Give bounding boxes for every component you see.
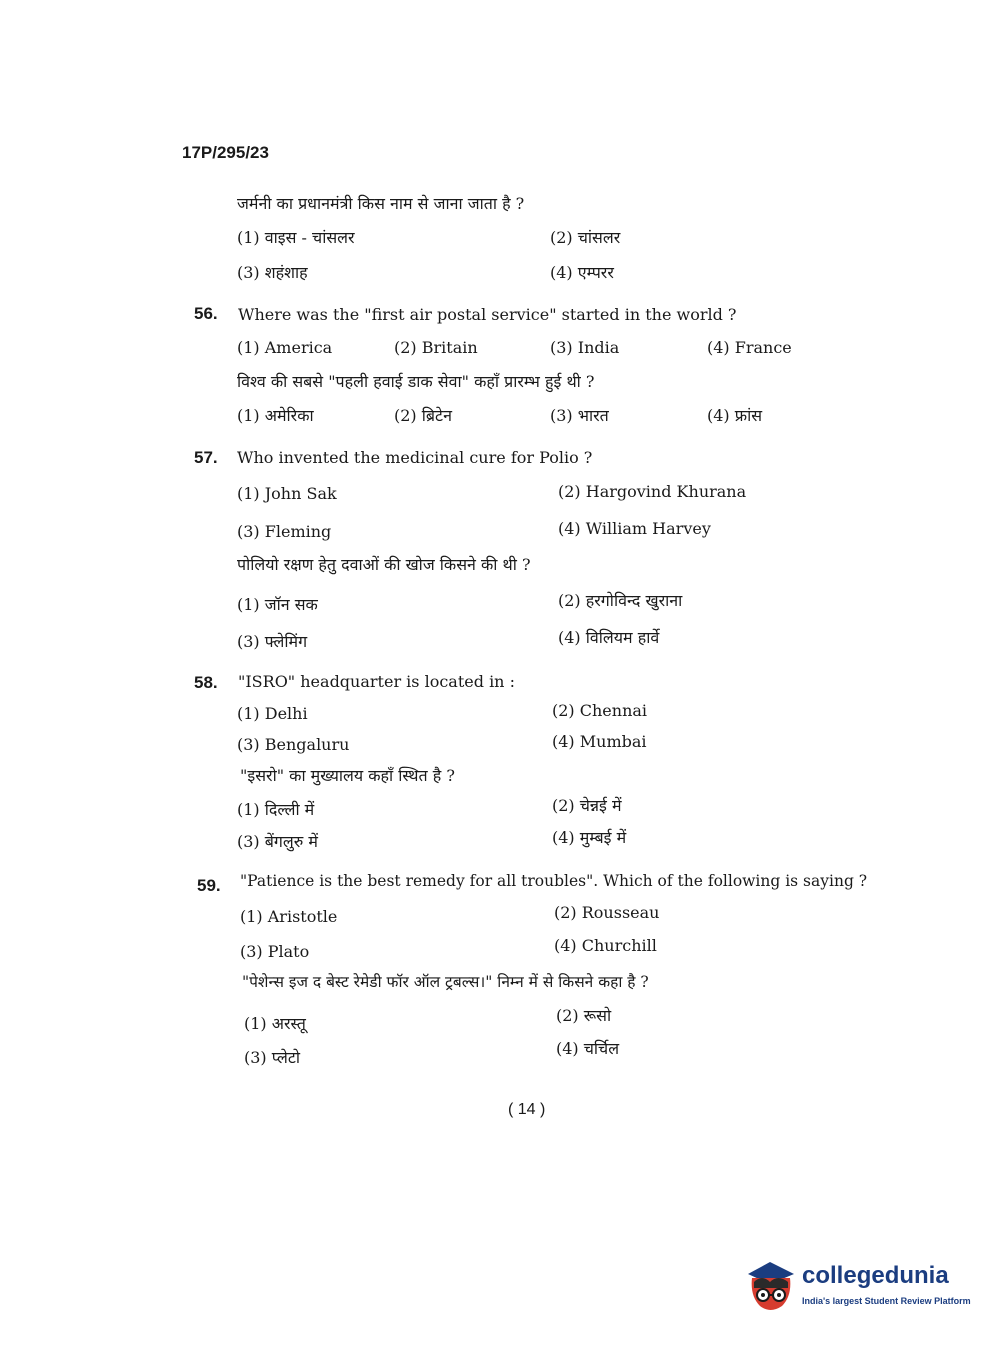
q56-hindi-option-1: (1) अमेरिका	[237, 406, 314, 425]
q58-hindi-option-2: (2) चेन्नई में	[552, 796, 622, 815]
q55-hindi-option-1: (1) वाइस - चांसलर	[237, 228, 355, 247]
q59-hindi-question: "पेशेन्स इज द बेस्ट रेमेडी फॉर ऑल ट्रबल्स।" निम्न में से किसने कहा है ?	[242, 973, 649, 991]
q59-option-2: (2) Rousseau	[554, 903, 660, 922]
q56-number: 56.	[194, 304, 218, 323]
q57-option-1: (1) John Sak	[237, 484, 337, 503]
q56-option-2: (2) Britain	[394, 338, 478, 357]
q57-option-2: (2) Hargovind Khurana	[558, 482, 747, 501]
q56-question: Where was the "first air postal service" started in the world ?	[238, 305, 737, 324]
q56-option-4: (4) France	[707, 338, 792, 357]
q59-hindi-option-3: (3) प्लेटो	[244, 1048, 301, 1067]
q55-hindi-option-4: (4) एम्परर	[550, 263, 614, 282]
logo-wordmark: collegedunia	[802, 1262, 949, 1289]
q58-question: "ISRO" headquarter is located in :	[238, 672, 515, 691]
q57-option-3: (3) Fleming	[237, 522, 332, 541]
logo-tagline: India's largest Student Review Platform	[802, 1296, 971, 1306]
q59-hindi-option-4: (4) चर्चिल	[556, 1039, 620, 1058]
q56-option-1: (1) America	[237, 338, 333, 357]
q55-hindi-option-2: (2) चांसलर	[550, 228, 621, 247]
q59-number: 59.	[197, 876, 221, 895]
paper-code: 17P/295/23	[182, 143, 269, 162]
q57-option-4: (4) William Harvey	[558, 519, 711, 538]
q57-hindi-option-3: (3) फ्लेमिंग	[237, 632, 308, 651]
q57-hindi-option-2: (2) हरगोविन्द खुराना	[558, 591, 683, 610]
collegedunia-logo	[742, 1252, 972, 1316]
q57-hindi-option-1: (1) जॉन सक	[237, 595, 318, 614]
q55-hindi-question: जर्मनी का प्रधानमंत्री किस नाम से जाना जाता है ?	[237, 194, 525, 213]
q59-option-3: (3) Plato	[240, 942, 310, 961]
mascot-icon	[742, 1252, 800, 1316]
q57-number: 57.	[194, 448, 218, 467]
page-number: ( 14 )	[508, 1101, 546, 1118]
q59-hindi-option-2: (2) रूसो	[556, 1006, 612, 1025]
q59-hindi-option-1: (1) अरस्तू	[244, 1014, 306, 1033]
q58-option-3: (3) Bengaluru	[237, 735, 350, 754]
q56-hindi-option-2: (2) ब्रिटेन	[394, 406, 452, 425]
q56-hindi-question: विश्व की सबसे "पहली हवाई डाक सेवा" कहाँ प्रारम्भ हुई थी ?	[237, 372, 595, 391]
q58-hindi-option-3: (3) बेंगलुरु में	[237, 832, 318, 851]
q58-option-1: (1) Delhi	[237, 704, 308, 723]
q57-hindi-question: पोलियो रक्षण हेतु दवाओं की खोज किसने की थी ?	[237, 555, 531, 574]
q58-option-2: (2) Chennai	[552, 701, 648, 720]
q59-question: "Patience is the best remedy for all troubles". Which of the following is saying ?	[240, 872, 868, 890]
q59-option-1: (1) Aristotle	[240, 907, 338, 926]
q56-hindi-option-3: (3) भारत	[550, 406, 609, 425]
q57-hindi-option-4: (4) विलियम हार्वे	[558, 628, 660, 647]
q57-question: Who invented the medicinal cure for Polio ?	[237, 448, 593, 467]
q58-hindi-option-1: (1) दिल्ली में	[237, 800, 315, 819]
q56-hindi-option-4: (4) फ्रांस	[707, 406, 763, 425]
q59-option-4: (4) Churchill	[554, 936, 657, 955]
q58-number: 58.	[194, 673, 218, 692]
q58-hindi-question: "इसरो" का मुख्यालय कहाँ स्थित है ?	[240, 766, 455, 785]
q58-option-4: (4) Mumbai	[552, 732, 647, 751]
q56-option-3: (3) India	[550, 338, 620, 357]
q58-hindi-option-4: (4) मुम्बई में	[552, 828, 627, 847]
q55-hindi-option-3: (3) शहंशाह	[237, 263, 308, 282]
